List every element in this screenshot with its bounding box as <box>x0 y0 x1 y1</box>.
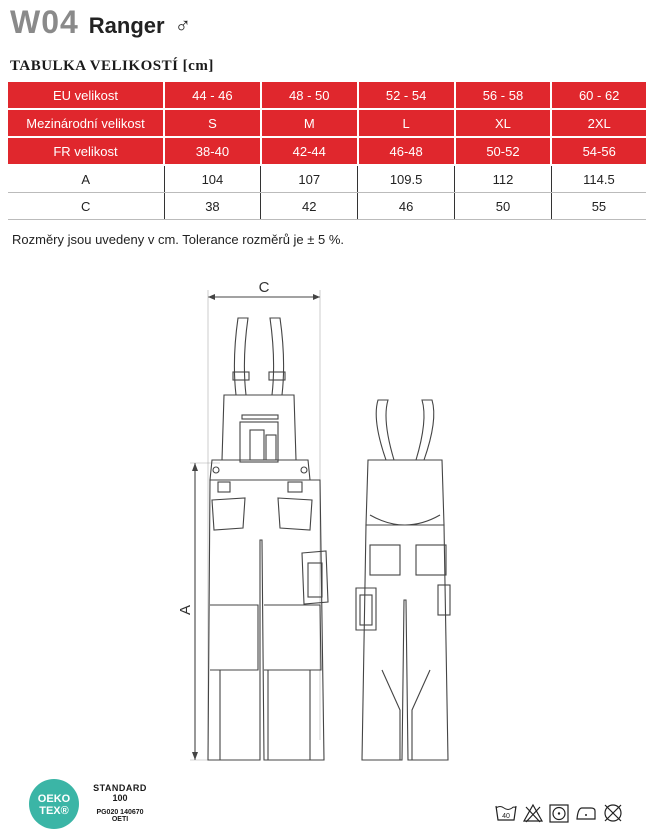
table-cell: M <box>261 109 358 137</box>
no-bleach-icon <box>522 802 544 824</box>
row-label: EU velikost <box>8 82 164 109</box>
table-cell: 104 <box>164 165 261 193</box>
table-cell: 50 <box>455 193 552 220</box>
care-symbols <box>494 802 624 824</box>
row-label: A <box>8 165 164 193</box>
row-label: C <box>8 193 164 220</box>
male-icon: ♂ <box>174 13 192 38</box>
back-view <box>356 400 450 760</box>
table-row <box>8 165 646 193</box>
table-title: TABULKA VELIKOSTÍ [cm] <box>10 58 214 74</box>
table-row <box>8 109 646 137</box>
table-cell: S <box>164 109 261 137</box>
overalls-diagram <box>160 270 460 775</box>
table-cell: 107 <box>261 165 358 193</box>
table-cell: 38-40 <box>164 137 261 165</box>
svg-text:TEX®: TEX® <box>39 805 69 817</box>
product-header <box>10 4 191 42</box>
table-cell: 42 <box>261 193 358 220</box>
dimension-a-label: A <box>177 604 194 616</box>
table-cell: 52 - 54 <box>358 82 455 109</box>
product-name: Ranger <box>88 13 165 38</box>
svg-text:40: 40 <box>502 813 510 820</box>
iron-icon <box>574 802 598 824</box>
table-cell: 2XL <box>551 109 646 137</box>
table-row <box>8 82 646 109</box>
svg-text:OEKO: OEKO <box>37 793 71 805</box>
tumble-dry-icon <box>548 802 570 824</box>
wash-40-icon <box>494 802 518 824</box>
row-label: FR velikost <box>8 137 164 165</box>
table-cell: 46-48 <box>358 137 455 165</box>
table-cell: 114.5 <box>551 165 646 193</box>
tolerance-note: Rozměry jsou uvedeny v cm. Tolerance rozměrů je ± 5 %. <box>12 232 345 247</box>
table-cell: 38 <box>164 193 261 220</box>
table-cell: 56 - 58 <box>455 82 552 109</box>
table-cell: 54-56 <box>551 137 646 165</box>
table-cell: L <box>358 109 455 137</box>
table-cell: 48 - 50 <box>261 82 358 109</box>
table-cell: XL <box>455 109 552 137</box>
front-view <box>208 318 328 760</box>
table-cell: 50-52 <box>455 137 552 165</box>
table-cell: 44 - 46 <box>164 82 261 109</box>
product-code: W04 <box>10 4 79 40</box>
row-label: Mezinárodní velikost <box>8 109 164 137</box>
table-cell: 46 <box>358 193 455 220</box>
table-cell: 55 <box>551 193 646 220</box>
certificate-institute: OETI <box>111 816 129 823</box>
dimension-c-label: C <box>258 279 270 296</box>
standard-label: STANDARD <box>93 783 147 793</box>
table-cell: 60 - 62 <box>551 82 646 109</box>
table-cell: 112 <box>455 165 552 193</box>
oeko-tex-badge <box>28 778 80 830</box>
table-cell: 42-44 <box>261 137 358 165</box>
table-cell: 109.5 <box>358 165 455 193</box>
standard-number: 100 <box>112 793 128 803</box>
table-row <box>8 193 646 220</box>
certificate-code: PG020 140670 <box>96 809 144 816</box>
size-table <box>8 82 646 220</box>
table-row <box>8 137 646 165</box>
no-dry-clean-icon <box>602 802 624 824</box>
oeko-tex-standard <box>86 783 154 823</box>
